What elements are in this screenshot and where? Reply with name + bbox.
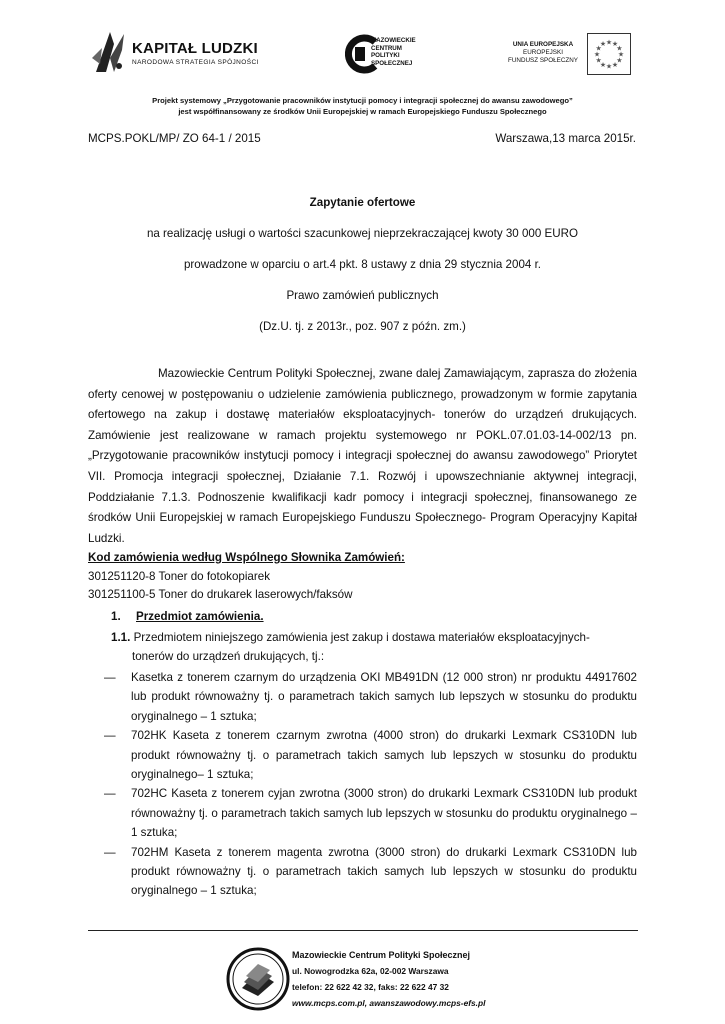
footer-divider	[88, 930, 638, 931]
eu-logo	[505, 30, 631, 78]
footer-web: www.mcps.com.pl, awanszawodowy.mcps-efs.pl	[292, 998, 486, 1008]
cpv-heading: Kod zamówienia według Wspólnego Słownika Zamówień:	[88, 551, 405, 564]
eu-star-icon: ★	[599, 41, 607, 49]
place-date: Warszawa,13 marca 2015r.	[495, 132, 636, 145]
kapital-logo-title: KAPITAŁ LUDZKI	[132, 40, 258, 57]
eu-logo-text: UNIA EUROPEJSKA EUROPEJSKI FUNDUSZ SPOŁECZNY	[508, 41, 578, 64]
eu-star-icon: ★	[595, 57, 602, 65]
subsection-text: Przedmiotem niniejszego zamówienia jest zakup i dostawa materiałów eksploatacyjnych-	[133, 631, 590, 644]
footer-address: ul. Nowogrodzka 62a, 02-002 Warszawa	[292, 966, 449, 976]
subsection-text-cont: tonerów do urządzeń drukujących, tj.:	[132, 650, 325, 663]
subsection-number: 1.1.	[111, 631, 131, 644]
document-title: Zapytanie ofertowe	[309, 196, 416, 209]
section-title: Przedmiot zamówienia.	[136, 610, 264, 623]
cpv-code: 301251100-5 Toner do drukarek laserowych/faksów	[88, 588, 353, 601]
mcps-logo	[345, 32, 455, 78]
subtitle-line: (Dz.U. tj. z 2013r., poz. 907 z późn. zm.)	[259, 320, 466, 333]
footer-phone: telefon: 22 622 42 32, faks: 22 622 47 32	[292, 982, 449, 992]
kapital-logo-subtitle: NARODOWA STRATEGIA SPÓJNOŚCI	[132, 59, 259, 66]
cpv-codes	[88, 549, 637, 605]
intro-paragraph: Mazowieckie Centrum Polityki Społecznej, zwane dalej Zamawiającym, zaprasza do złożenia oferty cenowej w postępowaniu o udzielenie zamówienia publicznego, prowadzonym w formie zapytania ofertowego na zakup i dostawę materiałów eksploatacyjnych- tonerów do urządzeń drukujących. Zamówienie jest realizowane w ramach projektu systemowego nr POKL.07.01.03-14-002/13 pn. „Przygotowanie pracowników instytucji pomocy i integracji społecznej do awansu zawodowego” Priorytet VII. Promocja integracji społecznej, Działanie 7.1. Rozwój i upowszechnianie aktywnej integracji, Poddziałanie 7.1.3. Podnoszenie kwalifikacji kadr pomocy i integracji społecznej, finansowanego ze środków Unii Europejskiej w ramach Europejskiego Funduszu Społecznego- Program Operacyjny Kapitał Ludzki.	[88, 367, 637, 545]
subtitle-line: na realizację usługi o wartości szacunkowej nieprzekraczającej kwoty 30 000 EURO	[146, 227, 579, 240]
list-item: — 702HK Kaseta z tonerem czarnym zwrotna (4000 stron) do drukarki Lexmark CS310DN lub produkt równoważny tj. o parametrach takich samych lub lepszych w stosunku do produktu oryginalnego– 1 sztuka;	[104, 726, 637, 784]
list-item: — 702HC Kaseta z tonerem cyjan zwrotna (3000 stron) do drukarki Lexmark CS310DN lub produkt równoważny tj. o parametrach takich samych lub lepszych w stosunku do produktu oryginalnego – 1 sztuka;	[104, 784, 637, 842]
eu-star-icon: ★	[593, 51, 601, 59]
eu-star-icon: ★	[617, 51, 625, 59]
eu-star-icon: ★	[616, 45, 623, 53]
footer-name: Mazowieckie Centrum Polityki Społecznej	[292, 950, 471, 960]
subtitle-line: Prawo zamówień publicznych	[286, 289, 439, 302]
list-dash: —	[104, 845, 116, 859]
subtitle-line: prowadzone w oparciu o art.4 pkt. 8 ustawy z dnia 29 stycznia 2004 r.	[183, 258, 542, 271]
eu-star-icon: ★	[605, 63, 613, 71]
list-item: — Kasetka z tonerem czarnym do urządzenia OKI MB491DN (12 000 stron) nr produktu 44917602 lub produkt równoważny tj. o parametrach takich samych lub lepszych w stosunku do produktu oryginalnego – 1 sztuka;	[104, 668, 637, 726]
list-dash: —	[104, 787, 116, 801]
eu-star-icon: ★	[611, 61, 619, 69]
eu-star-icon: ★	[599, 61, 607, 69]
mcps-logo-text: MAZOWIECKIE CENTRUM POLITYKI SPOŁECZNEJ	[371, 37, 416, 67]
eu-flag-icon	[587, 33, 631, 75]
kapital-ludzki-logo	[92, 22, 262, 80]
eu-star-icon: ★	[595, 45, 602, 53]
eu-star-icon: ★	[605, 39, 613, 47]
eu-star-icon: ★	[616, 57, 623, 65]
section-heading	[111, 610, 264, 623]
section-number: 1.	[111, 610, 121, 623]
list-dash: —	[104, 729, 116, 743]
eu-star-icon: ★	[611, 41, 619, 49]
mcps-building-logo-icon	[226, 942, 290, 1016]
subsection-1-1	[111, 628, 637, 666]
kapital-ludzki-emblem-icon	[92, 28, 128, 76]
reference-number: MCPS.POKL/MP/ ZO 64-1 / 2015	[88, 132, 261, 145]
project-note: Projekt systemowy „Przygotowanie pracowników instytucji pomocy i integracji społecznej do awansu zawodowego” jest współfinansowany ze środków Unii Europejskiej w ramach Europejskiego Funduszu Społecznego	[152, 96, 573, 116]
list-dash: —	[104, 671, 116, 684]
product-list	[104, 668, 637, 901]
cpv-code: 301251120-8 Toner do fotokopiarek	[88, 569, 270, 583]
footer-contact	[292, 947, 485, 1011]
list-item: — 702HM Kaseta z tonerem magenta zwrotna (3000 stron) do drukarki Lexmark CS310DN lub produkt równoważny tj. o parametrach takich samych lub lepszych w stosunku do produktu oryginalnego – 1 sztuka;	[104, 843, 637, 901]
